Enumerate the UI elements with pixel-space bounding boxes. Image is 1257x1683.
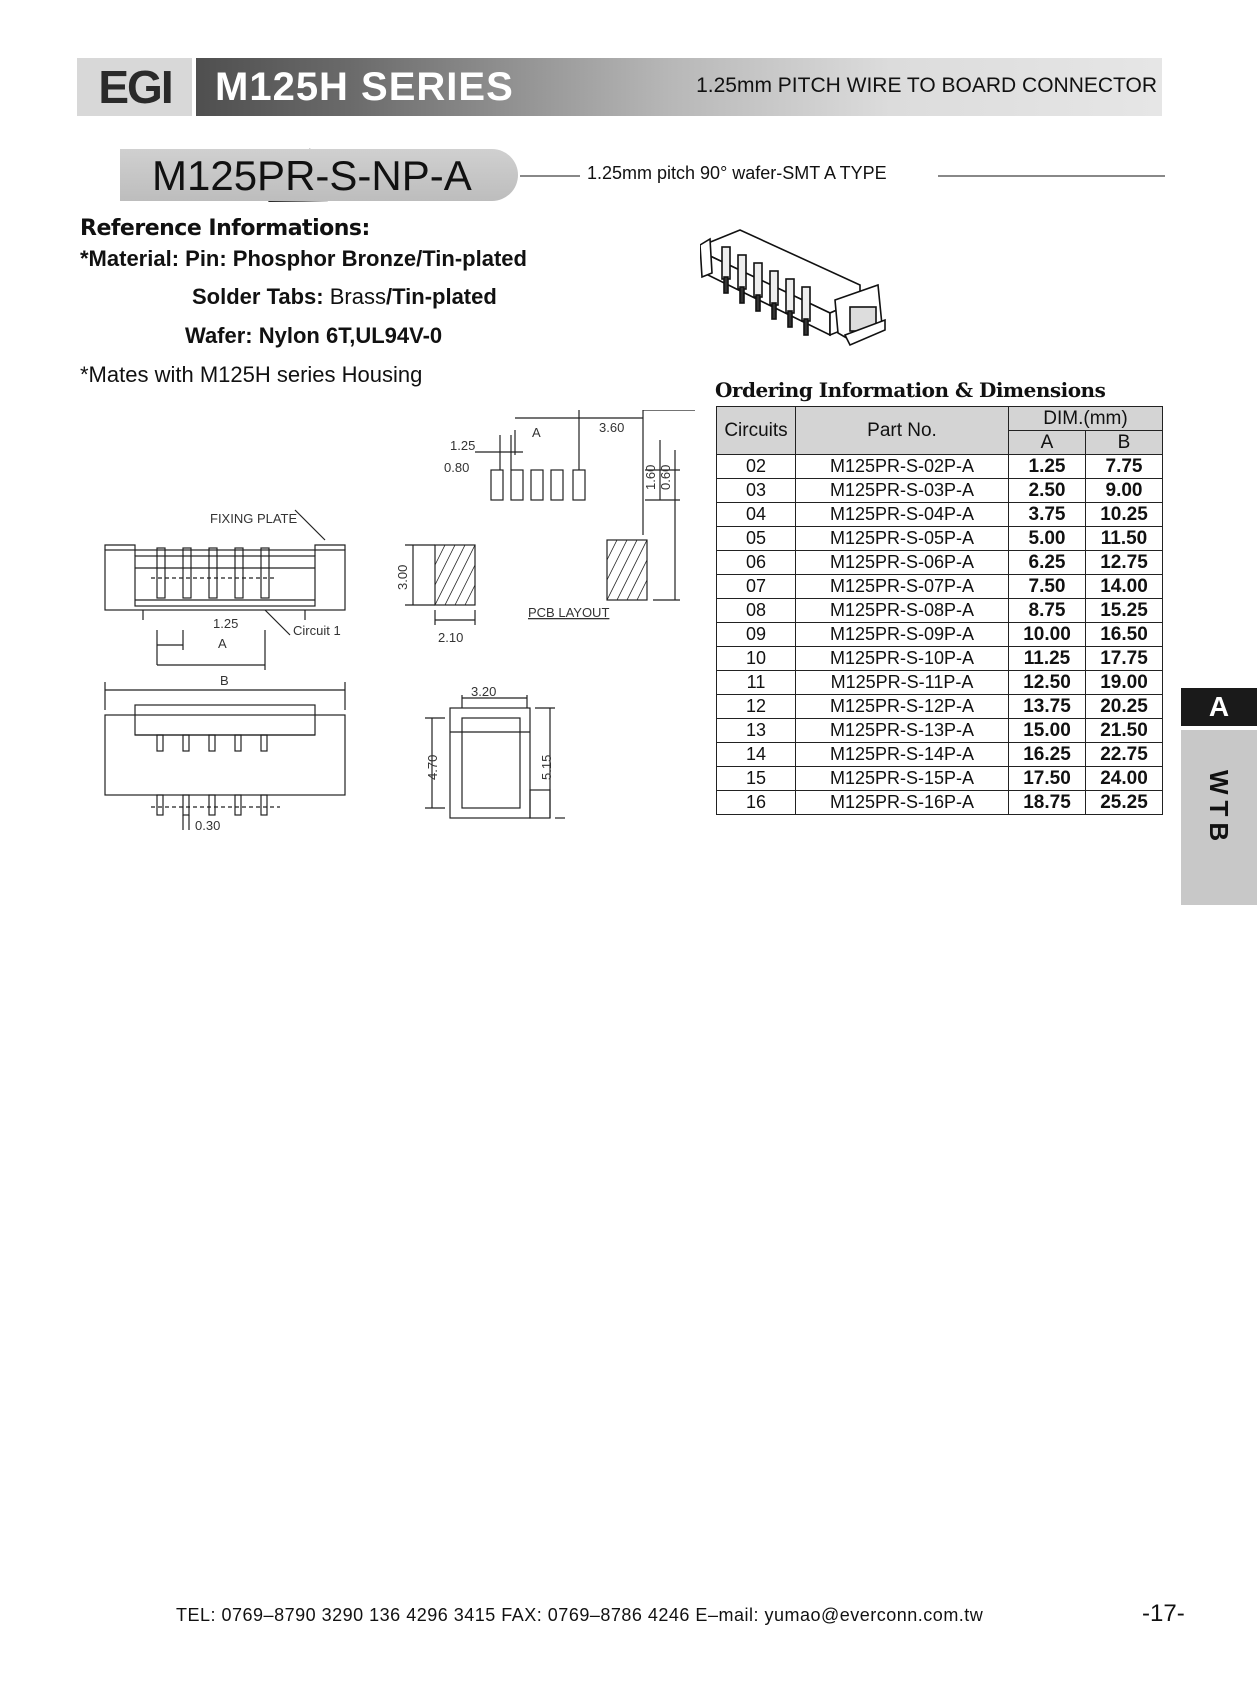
cell-c: 06 (717, 551, 796, 575)
technical-drawing (95, 410, 695, 850)
fixing-plate-label: FIXING PLATE (210, 511, 298, 526)
cell-a: 1.25 (1009, 455, 1086, 479)
reference-title: Reference Informations: (80, 216, 370, 241)
section-tab-letter: A (1181, 688, 1257, 726)
model-title: M125PR-S-NP-A (152, 152, 472, 199)
dim-300-label: 3.00 (395, 564, 410, 590)
cell-a: 13.75 (1009, 695, 1086, 719)
cell-a: 8.75 (1009, 599, 1086, 623)
cell-c: 08 (717, 599, 796, 623)
dim-060-label: 0.60 (658, 464, 673, 490)
cell-p: M125PR-S-14P-A (796, 743, 1009, 767)
dim-470-label: 4.70 (425, 754, 440, 780)
table-row (717, 575, 1163, 599)
connector-photo-icon (700, 225, 890, 360)
cell-p: M125PR-S-07P-A (796, 575, 1009, 599)
cell-c: 15 (717, 767, 796, 791)
header-subtitle: 1.25mm PITCH WIRE TO BOARD CONNECTOR (696, 74, 1157, 97)
cell-a: 11.25 (1009, 647, 1086, 671)
material-line: *Material: Pin: Phosphor Bronze/Tin-plated (80, 246, 527, 271)
dim-360-label: 3.60 (599, 420, 625, 435)
cell-p: M125PR-S-15P-A (796, 767, 1009, 791)
header-circuits: Circuits (717, 407, 796, 455)
cell-c: 16 (717, 791, 796, 815)
cell-c: 05 (717, 527, 796, 551)
cell-b: 12.75 (1086, 551, 1163, 575)
series-title: M125H SERIES (215, 65, 514, 109)
cell-c: 09 (717, 623, 796, 647)
table-row (717, 695, 1163, 719)
table-row (717, 527, 1163, 551)
table-row (717, 719, 1163, 743)
cell-p: M125PR-S-04P-A (796, 503, 1009, 527)
cell-c: 11 (717, 671, 796, 695)
cell-p: M125PR-S-06P-A (796, 551, 1009, 575)
cell-b: 20.25 (1086, 695, 1163, 719)
cell-b: 17.75 (1086, 647, 1163, 671)
cell-b: 22.75 (1086, 743, 1163, 767)
cell-a: 10.00 (1009, 623, 1086, 647)
table-row (717, 743, 1163, 767)
cell-p: M125PR-S-13P-A (796, 719, 1009, 743)
header-part: Part No. (796, 407, 1009, 455)
table-row (717, 455, 1163, 479)
divider (520, 175, 580, 177)
dim-a2-label: A (532, 425, 541, 440)
cell-c: 13 (717, 719, 796, 743)
table-row (717, 791, 1163, 815)
cell-c: 03 (717, 479, 796, 503)
cell-p: M125PR-S-05P-A (796, 527, 1009, 551)
solder-material: Brass (329, 284, 386, 309)
table-row (717, 623, 1163, 647)
dim-160-label: 1.60 (643, 464, 658, 490)
header-dim: DIM.(mm) (1009, 407, 1163, 431)
cell-b: 9.00 (1086, 479, 1163, 503)
cell-b: 11.50 (1086, 527, 1163, 551)
cell-c: 12 (717, 695, 796, 719)
cell-a: 2.50 (1009, 479, 1086, 503)
cell-c: 10 (717, 647, 796, 671)
header-b: B (1086, 431, 1163, 455)
cell-c: 14 (717, 743, 796, 767)
model-description: 1.25mm pitch 90° wafer-SMT A TYPE (587, 163, 887, 183)
wafer-line: Wafer: Nylon 6T,UL94V-0 (185, 323, 443, 348)
cell-a: 15.00 (1009, 719, 1086, 743)
cell-a: 18.75 (1009, 791, 1086, 815)
cell-p: M125PR-S-09P-A (796, 623, 1009, 647)
cell-b: 15.25 (1086, 599, 1163, 623)
cell-p: M125PR-S-02P-A (796, 455, 1009, 479)
table-row (717, 671, 1163, 695)
cell-c: 04 (717, 503, 796, 527)
cell-p: M125PR-S-10P-A (796, 647, 1009, 671)
cell-c: 07 (717, 575, 796, 599)
mates-line: *Mates with M125H series Housing (80, 362, 423, 387)
dim-b-label: B (220, 673, 229, 688)
table-row (717, 599, 1163, 623)
dim-080-label: 0.80 (444, 460, 470, 475)
cell-b: 10.25 (1086, 503, 1163, 527)
page-number: -17- (1142, 1600, 1185, 1627)
cell-b: 24.00 (1086, 767, 1163, 791)
solder-label: Solder Tabs: (192, 284, 330, 309)
dim-pitch-label: 1.25 (213, 616, 239, 631)
cell-a: 12.50 (1009, 671, 1086, 695)
dim-a-label: A (218, 636, 227, 651)
divider (938, 175, 1165, 177)
cell-p: M125PR-S-08P-A (796, 599, 1009, 623)
cell-a: 7.50 (1009, 575, 1086, 599)
cell-a: 5.00 (1009, 527, 1086, 551)
table-row (717, 647, 1163, 671)
cell-a: 6.25 (1009, 551, 1086, 575)
section-tab-label: WTB (1204, 770, 1234, 848)
cell-a: 16.25 (1009, 743, 1086, 767)
company-logo: EGI (98, 61, 172, 113)
cell-a: 3.75 (1009, 503, 1086, 527)
dim-210-label: 2.10 (438, 630, 464, 645)
pcb-layout-label: PCB LAYOUT (528, 605, 610, 620)
cell-p: M125PR-S-12P-A (796, 695, 1009, 719)
ordering-title: Ordering Information & Dimensions (715, 378, 1106, 402)
cell-b: 14.00 (1086, 575, 1163, 599)
ordering-table (716, 406, 1163, 815)
dim-030-label: 0.30 (195, 818, 221, 833)
cell-p: M125PR-S-11P-A (796, 671, 1009, 695)
cell-c: 02 (717, 455, 796, 479)
table-row (717, 551, 1163, 575)
cell-b: 25.25 (1086, 791, 1163, 815)
cell-p: M125PR-S-16P-A (796, 791, 1009, 815)
header-a: A (1009, 431, 1086, 455)
table-row (717, 767, 1163, 791)
cell-b: 16.50 (1086, 623, 1163, 647)
cell-a: 17.50 (1009, 767, 1086, 791)
solder-line (192, 284, 497, 310)
footer-contact: TEL: 0769–8790 3290 136 4296 3415 FAX: 0769–8786 4246 E–mail: yumao@everconn.com.tw (176, 1605, 984, 1625)
solder-plating: /Tin-plated (385, 284, 497, 309)
dim-515-label: 5.15 (539, 754, 554, 780)
dim-125-label: 1.25 (450, 438, 476, 453)
cell-b: 21.50 (1086, 719, 1163, 743)
cell-b: 19.00 (1086, 671, 1163, 695)
cell-b: 7.75 (1086, 455, 1163, 479)
dim-320-label: 3.20 (471, 684, 497, 699)
table-row (717, 503, 1163, 527)
table-row (717, 479, 1163, 503)
circuit1-label: Circuit 1 (293, 623, 341, 638)
cell-p: M125PR-S-03P-A (796, 479, 1009, 503)
